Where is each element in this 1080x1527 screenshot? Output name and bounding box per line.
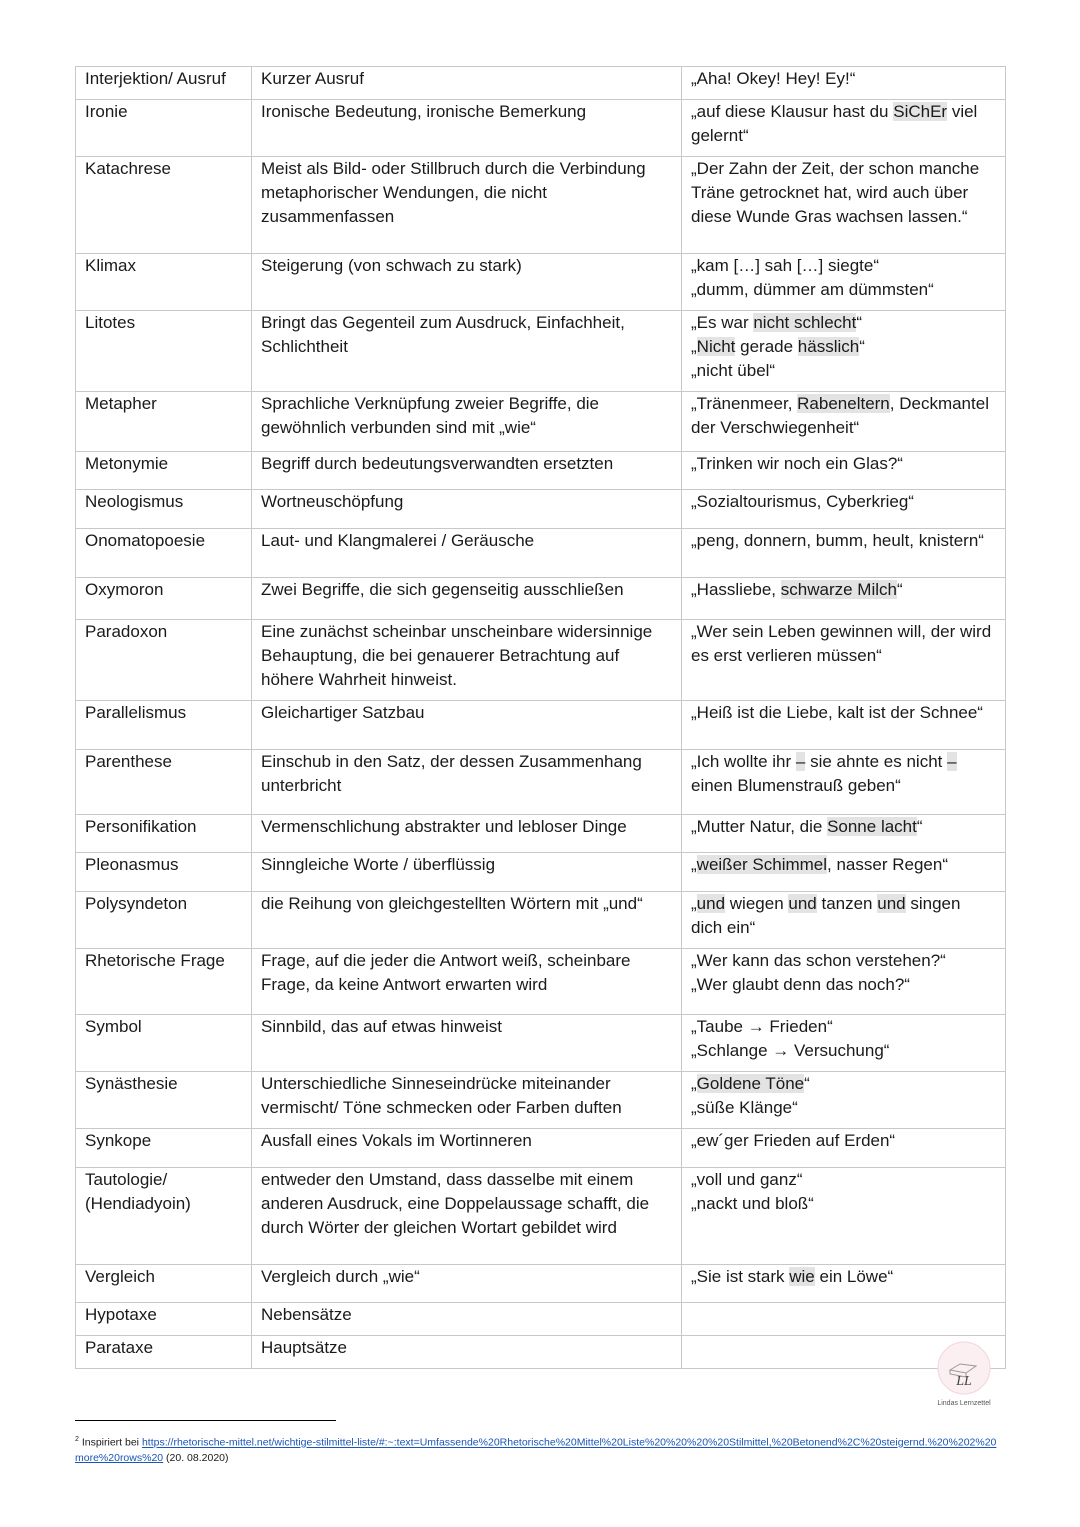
example-cell: „Goldene Töne“ „süße Klänge“ <box>682 1072 1006 1129</box>
footnote-divider <box>75 1420 336 1421</box>
table-row <box>76 949 1006 1015</box>
term-cell: Symbol <box>76 1015 252 1072</box>
lindas-lernzettel-logo <box>936 1340 992 1396</box>
term-cell: Synkope <box>76 1129 252 1168</box>
table-row <box>76 67 1006 100</box>
table-row <box>76 490 1006 529</box>
definition-cell: Steigerung (von schwach zu stark) <box>252 254 682 311</box>
logo-initials: LL <box>956 1374 972 1389</box>
example-cell: „weißer Schimmel, nasser Regen“ <box>682 853 1006 892</box>
definition-cell: Unterschiedliche Sinneseindrücke miteinander vermischt/ Töne schmecken oder Farben duften <box>252 1072 682 1129</box>
table-row <box>76 1265 1006 1303</box>
table-row <box>76 392 1006 452</box>
example-cell: „Sozialtourismus, Cyberkrieg“ <box>682 490 1006 529</box>
table-row <box>76 750 1006 815</box>
footnote <box>75 1432 1005 1466</box>
definition-cell: Kurzer Ausruf <box>252 67 682 100</box>
term-cell: Paradoxon <box>76 620 252 701</box>
definition-cell: Wortneuschöpfung <box>252 490 682 529</box>
table-row <box>76 701 1006 750</box>
term-cell: Synästhesie <box>76 1072 252 1129</box>
term-cell: Pleonasmus <box>76 853 252 892</box>
definition-cell: Zwei Begriffe, die sich gegenseitig ausschließen <box>252 578 682 620</box>
term-cell: Katachrese <box>76 157 252 254</box>
example-cell: „kam […] sah […] siegte“ „dumm, dümmer am dümmsten“ <box>682 254 1006 311</box>
logo-caption: Lindas Lernzettel <box>937 1400 991 1407</box>
table-row <box>76 1129 1006 1168</box>
footnote-number: 2 <box>75 1436 79 1443</box>
source-link[interactable]: https://rhetorische-mittel.net/wichtige-stilmittel-liste/#:~:text=Umfassende%20Rhetorische%20Mittel%20Liste%20%20%20%20Stilmittel,%20Betonend%2C%20steigernd.%20%202%20more%20rows%20 <box>75 1436 997 1464</box>
term-cell: Metapher <box>76 392 252 452</box>
term-cell: Onomatopoesie <box>76 529 252 578</box>
definition-cell: Sprachliche Verknüpfung zweier Begriffe, die gewöhnlich verbunden sind mit „wie“ <box>252 392 682 452</box>
table-row <box>76 254 1006 311</box>
example-cell: „Es war nicht schlecht“ „Nicht gerade hässlich“ „nicht übel“ <box>682 311 1006 392</box>
definition-cell: entweder den Umstand, dass dasselbe mit einem anderen Ausdruck, eine Doppelaussage schafft, die durch Wörter der gleichen Wortart gebildet wird <box>252 1168 682 1265</box>
definition-cell: Eine zunächst scheinbar unscheinbare widersinnige Behauptung, die bei genauerer Betrachtung auf höhere Wahrheit hinweist. <box>252 620 682 701</box>
definition-cell: Bringt das Gegenteil zum Ausdruck, Einfachheit, Schlichtheit <box>252 311 682 392</box>
table-row <box>76 853 1006 892</box>
example-cell: „auf diese Klausur hast du SiChEr viel gelernt“ <box>682 100 1006 157</box>
definition-cell: Meist als Bild- oder Stillbruch durch die Verbindung metaphorischer Wendungen, die nicht zusammenfassen <box>252 157 682 254</box>
definition-cell: Laut- und Klangmalerei / Geräusche <box>252 529 682 578</box>
example-cell: „Sie ist stark wie ein Löwe“ <box>682 1265 1006 1303</box>
example-cell: „Tränenmeer, Rabeneltern, Deckmantel der Verschwiegenheit“ <box>682 392 1006 452</box>
definition-cell: die Reihung von gleichgestellten Wörtern mit „und“ <box>252 892 682 949</box>
definition-cell: Vermenschlichung abstrakter und lebloser Dinge <box>252 815 682 853</box>
definition-cell: Gleichartiger Satzbau <box>252 701 682 750</box>
table-row <box>76 578 1006 620</box>
table-row <box>76 100 1006 157</box>
example-cell: „peng, donnern, bumm, heult, knistern“ <box>682 529 1006 578</box>
definition-cell: Vergleich durch „wie“ <box>252 1265 682 1303</box>
term-cell: Ironie <box>76 100 252 157</box>
definition-cell: Ausfall eines Vokals im Wortinneren <box>252 1129 682 1168</box>
term-cell: Polysyndeton <box>76 892 252 949</box>
footnote-prefix: Inspiriert bei <box>81 1436 142 1449</box>
example-cell: „Heiß ist die Liebe, kalt ist der Schnee“ <box>682 701 1006 750</box>
term-cell: Litotes <box>76 311 252 392</box>
term-cell: Hypotaxe <box>76 1303 252 1336</box>
example-cell: „Der Zahn der Zeit, der schon manche Träne getrocknet hat, wird auch über diese Wunde Gras wachsen lassen.“ <box>682 157 1006 254</box>
table-row <box>76 1015 1006 1072</box>
definition-cell: Begriff durch bedeutungsverwandten ersetzten <box>252 452 682 490</box>
definition-cell: Einschub in den Satz, der dessen Zusammenhang unterbricht <box>252 750 682 815</box>
example-cell <box>682 1303 1006 1336</box>
definition-cell: Hauptsätze <box>252 1336 682 1369</box>
example-cell: „Wer sein Leben gewinnen will, der wird es erst verlieren müssen“ <box>682 620 1006 701</box>
example-cell: „ew´ger Frieden auf Erden“ <box>682 1129 1006 1168</box>
term-cell: Interjektion/ Ausruf <box>76 67 252 100</box>
example-cell: „Aha! Okey! Hey! Ey!“ <box>682 67 1006 100</box>
term-cell: Metonymie <box>76 452 252 490</box>
term-cell: Oxymoron <box>76 578 252 620</box>
term-cell: Personifikation <box>76 815 252 853</box>
definition-cell: Ironische Bedeutung, ironische Bemerkung <box>252 100 682 157</box>
definition-cell: Nebensätze <box>252 1303 682 1336</box>
table-row <box>76 1303 1006 1336</box>
term-cell: Parataxe <box>76 1336 252 1369</box>
example-cell: „Hassliebe, schwarze Milch“ <box>682 578 1006 620</box>
example-cell: „Ich wollte ihr – sie ahnte es nicht – einen Blumenstrauß geben“ <box>682 750 1006 815</box>
example-cell: „Trinken wir noch ein Glas?“ <box>682 452 1006 490</box>
table-row <box>76 815 1006 853</box>
term-cell: Vergleich <box>76 1265 252 1303</box>
table-row <box>76 452 1006 490</box>
table-row <box>76 620 1006 701</box>
example-cell: „Wer kann das schon verstehen?“ „Wer glaubt denn das noch?“ <box>682 949 1006 1015</box>
table-row <box>76 311 1006 392</box>
definition-cell: Frage, auf die jeder die Antwort weiß, scheinbare Frage, da keine Antwort erwarten wird <box>252 949 682 1015</box>
example-cell: „Taube → Frieden“ „Schlange → Versuchung“ <box>682 1015 1006 1072</box>
term-cell: Rhetorische Frage <box>76 949 252 1015</box>
table-row <box>76 1072 1006 1129</box>
term-cell: Klimax <box>76 254 252 311</box>
term-cell: Parallelismus <box>76 701 252 750</box>
footnote-date: (20. 08.2020) <box>163 1451 229 1464</box>
table-row <box>76 529 1006 578</box>
example-cell: „Mutter Natur, die Sonne lacht“ <box>682 815 1006 853</box>
term-cell: Tautologie/ (Hendiadyoin) <box>76 1168 252 1265</box>
term-cell: Parenthese <box>76 750 252 815</box>
table-row <box>76 157 1006 254</box>
stylistic-devices-table <box>75 66 1006 1369</box>
table-row <box>76 1336 1006 1369</box>
example-cell: „und wiegen und tanzen und singen dich ein“ <box>682 892 1006 949</box>
example-cell: „voll und ganz“ „nackt und bloß“ <box>682 1168 1006 1265</box>
definition-cell: Sinngleiche Worte / überflüssig <box>252 853 682 892</box>
table-row <box>76 892 1006 949</box>
term-cell: Neologismus <box>76 490 252 529</box>
definition-cell: Sinnbild, das auf etwas hinweist <box>252 1015 682 1072</box>
table-row <box>76 1168 1006 1265</box>
